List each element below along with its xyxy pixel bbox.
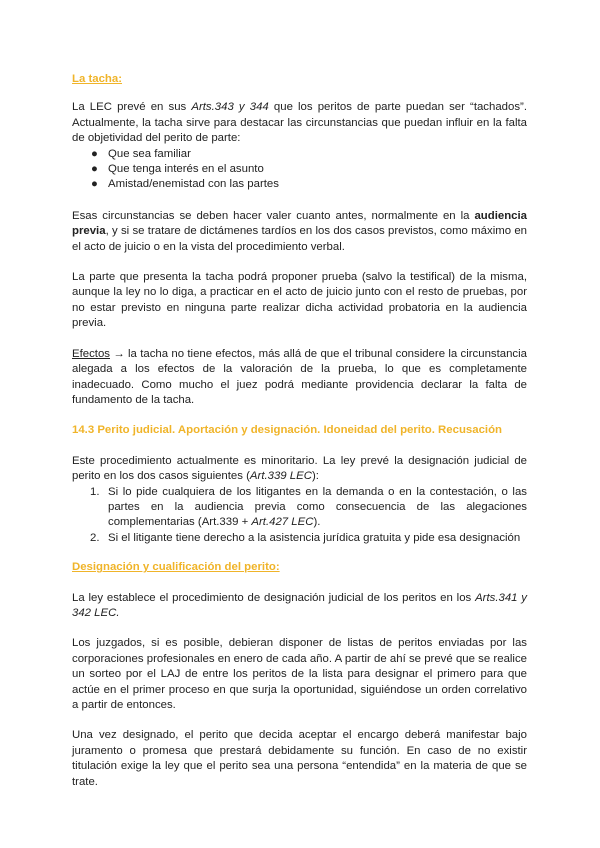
paragraph-designacion-ley — [72, 591, 527, 622]
section-heading-tacha: La tacha: — [72, 73, 123, 85]
paragraph-efectos — [72, 347, 527, 409]
list-item — [72, 485, 527, 531]
list-item — [72, 531, 527, 546]
list-item — [72, 147, 527, 162]
text: , y si se tratare de dictámenes tardíos en los dos casos previstos, como máximo en el acto de juicio o en la vista del procedimiento verbal. — [72, 225, 527, 253]
text: que los peritos de parte puedan ser “tachados”. Actualmente, la tacha sirve para destacar las circunstancias que puedan influir en la falta de objetividad del perito de parte: — [72, 101, 528, 145]
text: La LEC prevé en sus — [72, 101, 192, 114]
paragraph-listas-peritos: Los juzgados, si es posible, debieran disponer de listas de peritos enviadas por las corporaciones profesionales en enero de cada año. A partir de ahí se prevé que se realice un sorteo por el LAJ de entre los peritos de la lista para designar el primero para que actúe en el primer proceso en que surja la oportunidad, siguiéndose un orden correlativo a partir de entonces. — [72, 637, 527, 711]
bullet-glyph: ● — [91, 147, 98, 160]
bold-term: audiencia previa — [72, 209, 527, 238]
numbered-list-cases — [72, 485, 527, 547]
list-item-text: ). — [313, 516, 321, 529]
text: → la tacha no tiene efectos, más allá de que el tribunal considere la circunstancia alegada a los efectos de la valoración de la prueba, lo que es completamente inadecuado. Como mucho el juez podrá mediante providencia declarar la falta de fundamento de la tacha. — [72, 347, 527, 406]
list-number: 1. — [90, 485, 100, 498]
paragraph-procedimiento — [72, 454, 527, 485]
list-item-text: Amistad/enemistad con las partes — [108, 178, 279, 191]
efectos-label: Efectos — [72, 347, 110, 360]
article-reference: Arts.341 y 342 LEC. — [72, 591, 528, 619]
paragraph-juramento: Una vez designado, el perito que decida aceptar el encargo deberá manifestar bajo juramento o promesa que prestará debidamente su función. En caso de no existir titulación exige la ley que el perito sea una persona “entendida” en la materia de que se trate. — [72, 729, 527, 788]
bullet-glyph: ● — [91, 163, 98, 176]
section-heading-perito-judicial: 14.3 Perito judicial. Aportación y designación. Idoneidad del perito. Recusación — [72, 424, 502, 437]
list-item-text: Si lo pide cualquiera de los litigantes en la demanda o en la contestación, o las partes en la audiencia previa como consecuencia de las alegaciones complementarias (Art.339 + — [108, 485, 527, 529]
bullet-list-circumstances — [72, 147, 527, 193]
section-heading-designacion: Designación y cualificación del perito: — [72, 561, 280, 574]
text: La ley establece el procedimiento de designación judicial de los peritos en los — [72, 591, 476, 604]
list-item-text: Que tenga interés en el asunto — [108, 163, 264, 176]
bullet-glyph: ● — [91, 178, 98, 191]
list-item-text: Que sea familiar — [108, 147, 191, 160]
list-number: 2. — [90, 531, 100, 544]
paragraph-tacha-intro — [72, 100, 527, 146]
document-page — [72, 72, 527, 790]
paragraph-prueba-tacha: La parte que presenta la tacha podrá proponer prueba (salvo la testifical) de la misma, aunque la ley no lo diga, a practicar en el acto de juicio junto con el resto de pruebas, por no estar previsto en ninguna parte realizar dicha actividad probatoria en la audiencia previa. — [72, 271, 527, 330]
article-reference: Art.339 LEC — [249, 470, 312, 483]
text: Esas circunstancias se deben hacer valer cuanto antes, normalmente en la — [72, 209, 475, 222]
article-reference: Art.427 LEC — [251, 516, 314, 529]
list-item — [72, 177, 527, 192]
text: ): — [311, 470, 319, 483]
article-reference: Arts.343 y 344 — [191, 101, 269, 114]
list-item — [72, 162, 527, 177]
text: Este procedimiento actualmente es minoritario. La ley prevé la designación judicial de perito en los dos casos siguientes ( — [72, 454, 527, 483]
list-item-text: Si el litigante tiene derecho a la asistencia jurídica gratuita y pide esa designación — [108, 531, 521, 544]
paragraph-audiencia-previa — [72, 209, 527, 255]
